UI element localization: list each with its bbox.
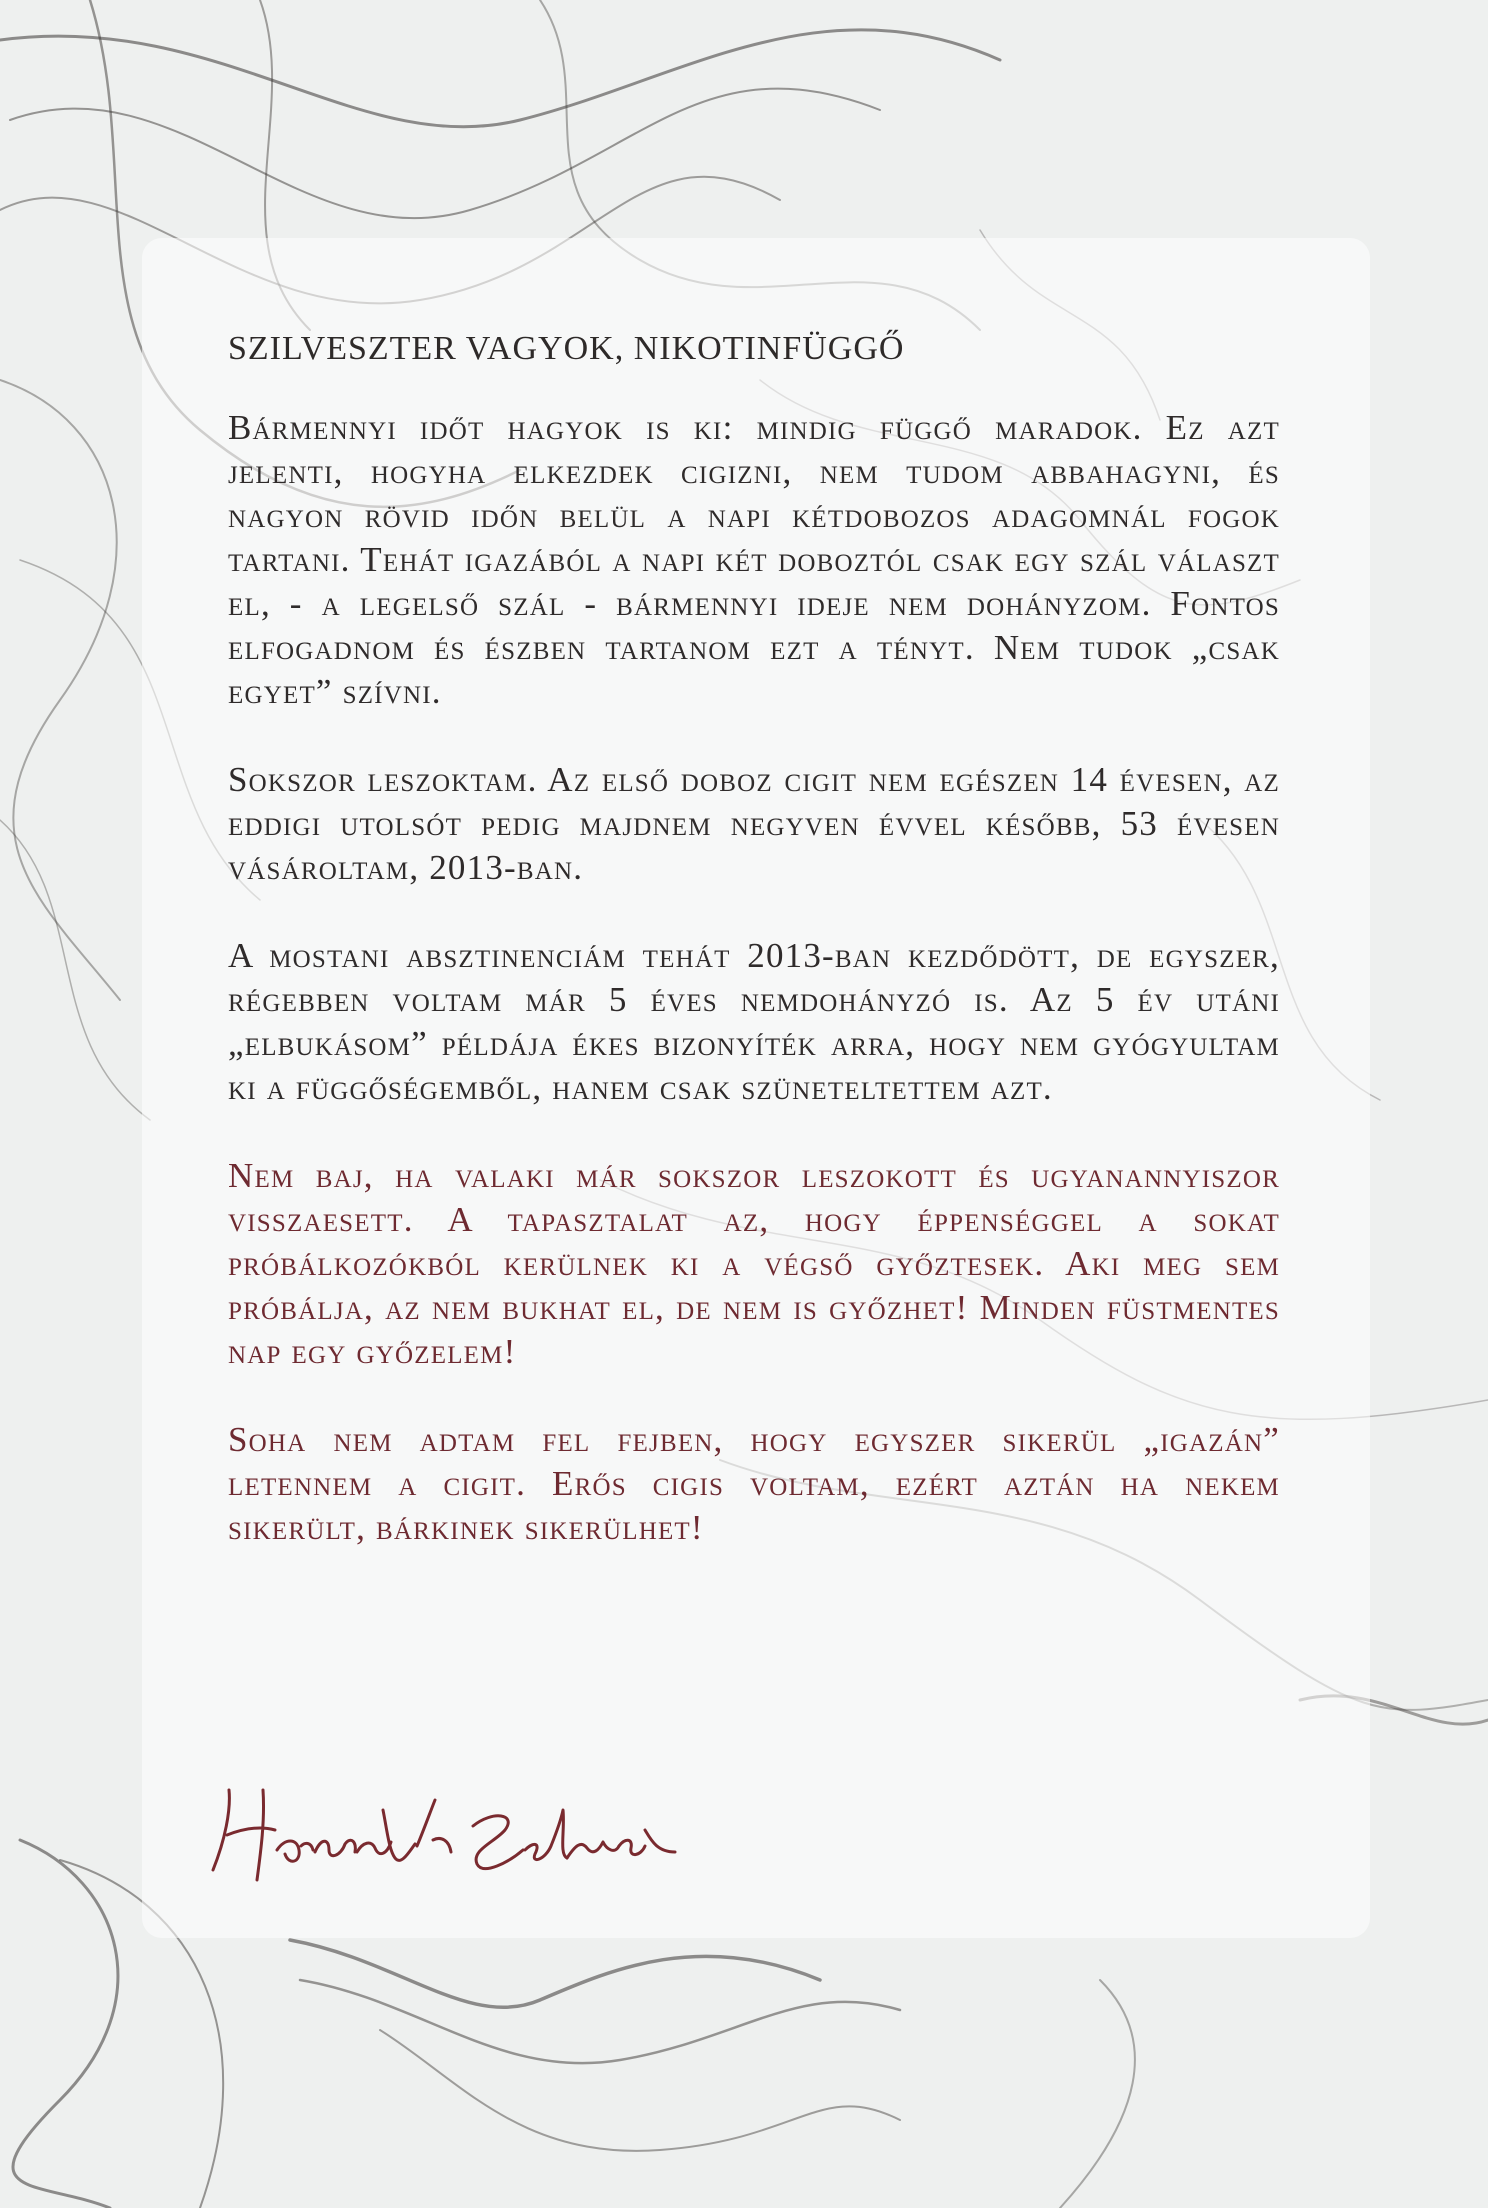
smoke-curve [0, 30, 1000, 127]
paragraph-1: Bármennyi időt hagyok is ki: mindig függő maradok. Ez azt jelenti, hogyha elkezdek cigizni, nem tudom abbahagyni, és nagyon rövid időn belül a napi kétdobozos adagomnál fogok tartani. Tehát igazából a napi két doboztól csak egy szál választ el, - a legelső szál - bármennyi ideje nem dohányzom. Fontos elfogadnom és észben tartanom ezt a tényt. Nem tudok „csak egyet” szívni. [228, 408, 1280, 711]
smoke-curve [13, 1840, 118, 2208]
handwritten-signature [205, 1780, 685, 1890]
smoke-curve [0, 380, 120, 1000]
smoke-curve [380, 2030, 900, 2151]
text-content [228, 330, 1280, 1594]
smoke-curve [300, 1980, 900, 2063]
paragraph-4: Nem baj, ha valaki már sokszor leszokott és ugyanannyiszor visszaesett. A tapasztalat az, hogy éppenséggel a sokat próbálkozókból kerülnek ki a végső győztesek. Aki meg sem próbálja, az nem bukhat el, de nem is győzhet! Minden füstmentes nap egy győzelem! [228, 1156, 1280, 1371]
smoke-curve [1060, 1980, 1135, 2208]
paragraph-5: Soha nem adtam fel fejben, hogy egyszer sikerül „igazán” letennem a cigit. Erős cigis voltam, ezért aztán ha nekem sikerült, bárkinek sikerülhet! [228, 1420, 1280, 1547]
smoke-curve [10, 89, 880, 218]
paragraph-2: Sokszor leszoktam. Az első doboz cigit nem egészen 14 évesen, az eddigi utolsót pedig majdnem negyven évvel később, 53 évesen vásároltam, 2013-ban. [228, 760, 1280, 887]
paragraph-3: A mostani absztinenciám tehát 2013-ban kezdődött, de egyszer, régebben voltam már 5 éves nemdohányzó is. Az 5 év utáni „elbukásom” példája ékes bizonyíték arra, hogy nem gyógyultam ki a függőségemből, hanem csak szüneteltettem azt. [228, 936, 1280, 1107]
page-title: SZILVESZTER VAGYOK, NIKOTINFÜGGŐ [228, 330, 905, 367]
